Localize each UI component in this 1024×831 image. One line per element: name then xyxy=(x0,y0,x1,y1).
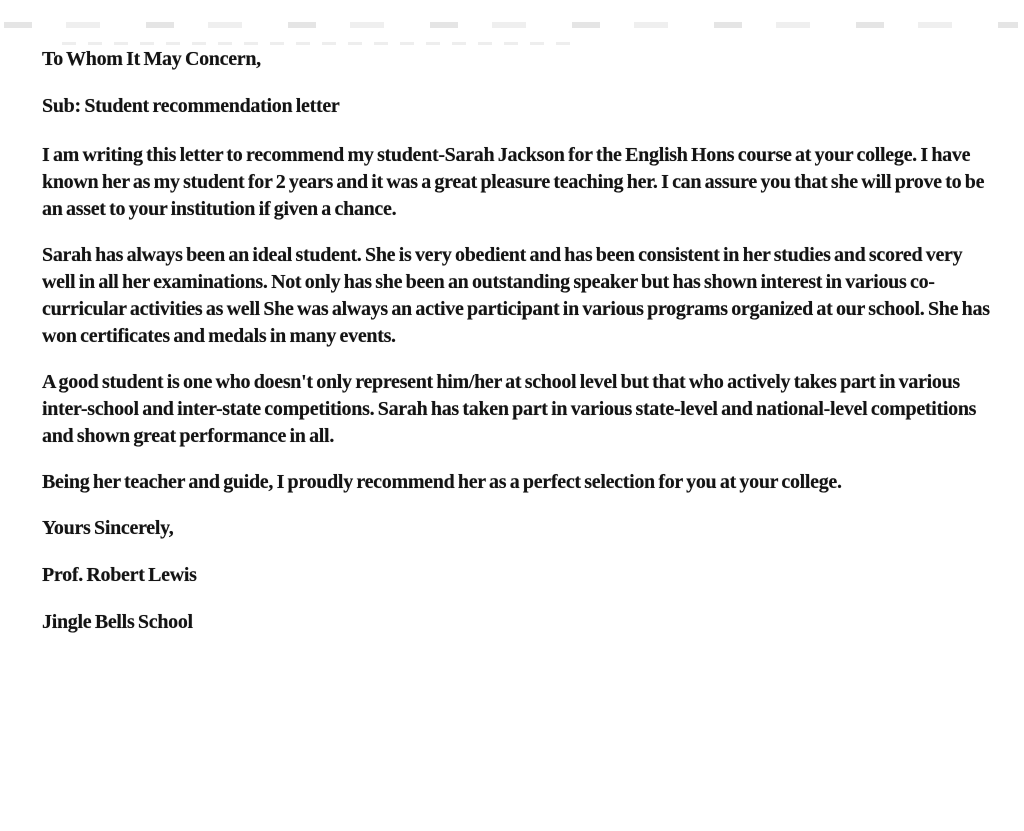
signature-school: Jingle Bells School xyxy=(42,611,193,633)
paragraph-student-qualities: Sarah has always been an ideal student. She is very obedient and has been consistent in her studies and scored very well in all her examinations. Not only has she been an outstanding speaker but has shown interest in various co-curricular activities as well She was always an active participant in various programs organized at our school. She has won certificates and medals in many events. xyxy=(42,244,990,347)
subject-line: Sub: Student recommendation letter xyxy=(42,95,340,117)
paragraph-recommendation: Being her teacher and guide, I proudly recommend her as a perfect selection for you at your college. xyxy=(42,471,842,493)
closing-line: Yours Sincerely, xyxy=(42,517,174,539)
scan-artifact-band-top xyxy=(4,22,1018,28)
paragraph-introduction: I am writing this letter to recommend my student-Sarah Jackson for the English Hons course at your college. I have known her as my student for 2 years and it was a great pleasure teaching her. I can assure you that she will prove to be an asset to your institution if given a chance. xyxy=(42,144,985,220)
paragraph-competitions: A good student is one who doesn't only represent him/her at school level but that who actively takes part in various inter-school and inter-state competitions. Sarah has taken part in various state-level and national-level competitions and shown great performance in all. xyxy=(42,371,977,447)
letter-body xyxy=(42,46,992,656)
greeting-line: To Whom It May Concern, xyxy=(42,48,261,70)
scan-artifact-band-secondary xyxy=(62,42,582,45)
signature-name: Prof. Robert Lewis xyxy=(42,564,197,586)
